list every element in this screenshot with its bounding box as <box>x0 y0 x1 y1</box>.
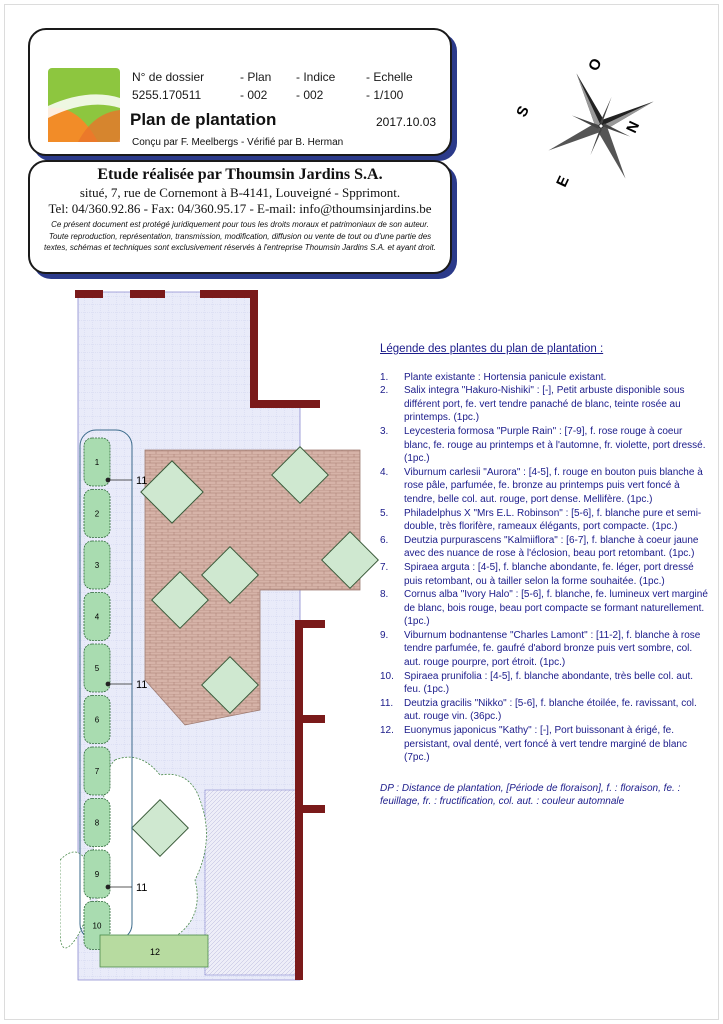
legend-item-text: Deutzia gracilis "Nikko" : [5-6], f. blanche étoilée, fe. ravissant, col. aut. rouge vin. (36pc.) <box>404 697 697 723</box>
legend-list <box>380 371 710 765</box>
legend-item-number: 7. <box>380 561 389 573</box>
legend-item-text: Plante existante : Hortensia panicule existant. <box>404 371 607 383</box>
echelle-value: - 1/100 <box>366 88 404 102</box>
echelle-label: - Echelle <box>366 70 413 84</box>
compass-o-label: O <box>585 55 606 74</box>
hedge-shrub-label: 1 <box>94 458 100 467</box>
legend-item-text: Euonymus japonicus "Kathy" : [-], Port buissonant à érigé, fe. persistant, oval denté, vert foncé à vert tendre marginé de blanc (7pc.) <box>404 725 687 764</box>
hedge-shrub <box>84 850 110 898</box>
legend-item-number: 5. <box>380 507 389 519</box>
company-address: situé, 7, rue de Cornemont à B-4141, Louveigné - Spprimont. <box>79 185 401 200</box>
plan-date: 2017.10.03 <box>376 115 437 129</box>
compass-rose-icon <box>505 50 655 200</box>
indice-label: - Indice <box>296 70 336 84</box>
legend-item-text: Cornus alba "Ivory Halo" : [5-6], f. blanche, fe. lumineux vert marginé de blanc, bois rouge, beau port compacte se formant naturellement. (1pc.) <box>404 589 708 628</box>
company-block <box>28 160 452 274</box>
legend-item-number: 6. <box>380 534 389 546</box>
legend-item-text: Spiraea prunifolia : [4-5], f. blanche abondante, très belle col. aut. feu. (1pc.) <box>404 670 694 696</box>
legend-item-number: 8. <box>380 589 389 601</box>
legend-title: Légende des plantes du plan de plantation : <box>380 343 604 355</box>
legend-item-number: 1. <box>380 371 389 383</box>
planting-plan-drawing <box>60 280 380 1020</box>
legend-item <box>380 588 710 629</box>
hedge-shrub <box>84 799 110 847</box>
legend-item-number: 2. <box>380 385 389 397</box>
legend-item <box>380 697 710 724</box>
plan-credit: Conçu par F. Meelbergs - Vérifié par B. Herman <box>132 137 344 148</box>
legend-item-text: Viburnum bodnantense "Charles Lamont" : [11-2], f. blanche à rose tendre parfumée, fe. gaufré d'abord bronze puis vert sombre, col. aut. rouge pourpre, port étroit. (1pc.) <box>404 629 701 669</box>
hedge-shrub-label: 10 <box>92 921 102 931</box>
plot-12-label: 12 <box>150 947 161 957</box>
hedge-shrub <box>84 490 110 538</box>
dossier-value: 5255.170511 <box>132 88 202 102</box>
compass-e-label: E <box>553 173 573 190</box>
hedge-shrub-label: 7 <box>94 767 100 776</box>
hedge-shrub <box>84 747 110 795</box>
legend-item <box>380 425 710 466</box>
legend-item-text: Viburnum carlesii "Aurora" : [4-5], f. rouge en bouton puis blanche à rose pâle, parfumée, fe. bronze au printemps puis vert foncé à tendre, belle col. aut. rouge, port dense. Mellifère. (1pc.) <box>404 466 703 505</box>
callout-11-label: 11 <box>136 475 148 487</box>
plan-value: - 002 <box>240 88 268 102</box>
dossier-label: N° de dossier <box>132 70 205 84</box>
legend-item <box>380 384 710 425</box>
company-contact: Tel: 04/360.92.86 - Fax: 04/360.95.17 - E-mail: info@thoumsinjardins.be <box>48 201 432 216</box>
hedge-shrub-label: 6 <box>94 715 100 725</box>
company-logo <box>48 68 120 142</box>
legend-item <box>380 670 710 697</box>
hedge-shrub-label: 9 <box>94 870 100 879</box>
title-block <box>28 28 452 156</box>
hedge-shrub <box>84 696 110 744</box>
legend-item-number: 9. <box>380 629 389 641</box>
legend-item <box>380 629 710 670</box>
legend-item-text: Philadelphus X "Mrs E.L. Robinson" : [5-6], f. blanche pure et semi-double, très florifère, rameaux élégants, port compacte. (1pc.) <box>404 507 702 533</box>
hedge-shrub <box>84 593 110 641</box>
plan-title: Plan de plantation <box>130 110 277 129</box>
compass-n-label: N <box>623 118 644 136</box>
legend-item-text: Leycesteria formosa "Purple Rain" : [7-9], f. rose rouge à coeur blanc, fe. rouge au printemps et à l'automne, fr. violette, port dressé. (1pc.) <box>404 425 706 465</box>
legend-item-number: 12. <box>380 725 394 737</box>
company-name: Etude réalisée par Thoumsin Jardins S.A. <box>97 166 383 183</box>
legend-item-text: Spiraea arguta : [4-5], f. blanche abondante, fe. léger, port dressé puis retombant, ou à tailler selon la forme souhaitée. (1pc.) <box>404 561 694 587</box>
legend-item-number: 11. <box>380 697 394 709</box>
callout-11-label: 11 <box>136 679 148 691</box>
hedge-shrub-label: 5 <box>94 664 100 673</box>
hedge-shrub-label: 4 <box>94 612 100 622</box>
gravel-area <box>205 790 300 975</box>
legend-item <box>380 371 710 385</box>
legal-notice: Ce présent document est protégé juridiquement pour tous les droits moraux et patrimoniaux de son auteur. Toute reproduction, représentation, transmission, modification, diffusion ou vente de tout ou d'une partie des textes, schémas et techniques sont exclusivement réservés à l'entreprise Thoumsin Jardins S.A. et ayant droit. <box>44 220 436 252</box>
legend-item <box>380 724 710 765</box>
legend-item-number: 4. <box>380 466 389 478</box>
hedge-shrub-label: 3 <box>94 561 100 570</box>
legend-item-text: Deutzia purpurascens "Kalmiiflora" : [6-7], f. blanche à coeur jaune avec des nuance de rose à l'éclosion, beau port retombant. (1pc.) <box>404 534 699 560</box>
plan-label: - Plan <box>240 70 272 84</box>
hedge-shrub <box>84 541 110 589</box>
plant-legend <box>380 343 710 809</box>
legend-item-number: 10. <box>380 670 394 682</box>
legend-item <box>380 507 710 534</box>
hedge-shrub-label: 8 <box>94 818 100 828</box>
legend-item-number: 3. <box>380 425 389 437</box>
callout-11-label: 11 <box>136 882 148 894</box>
legend-note: DP : Distance de plantation, [Période de floraison], f. : floraison, fe. : feuillage, fr. : fructification, col. aut. : couleur automnale <box>380 782 681 808</box>
compass-s-label: S <box>513 103 533 120</box>
indice-value: - 002 <box>296 88 324 102</box>
legend-item <box>380 534 710 561</box>
legend-item <box>380 561 710 588</box>
legend-item-text: Salix integra "Hakuro-Nishiki" : [-], Petit arbuste disponible sous différent port, fe. vert tendre panaché de blanc, teinte rosée au printemps. (1pc.) <box>404 385 685 424</box>
hedge-shrub-label: 2 <box>94 509 100 519</box>
legend-item <box>380 466 710 507</box>
